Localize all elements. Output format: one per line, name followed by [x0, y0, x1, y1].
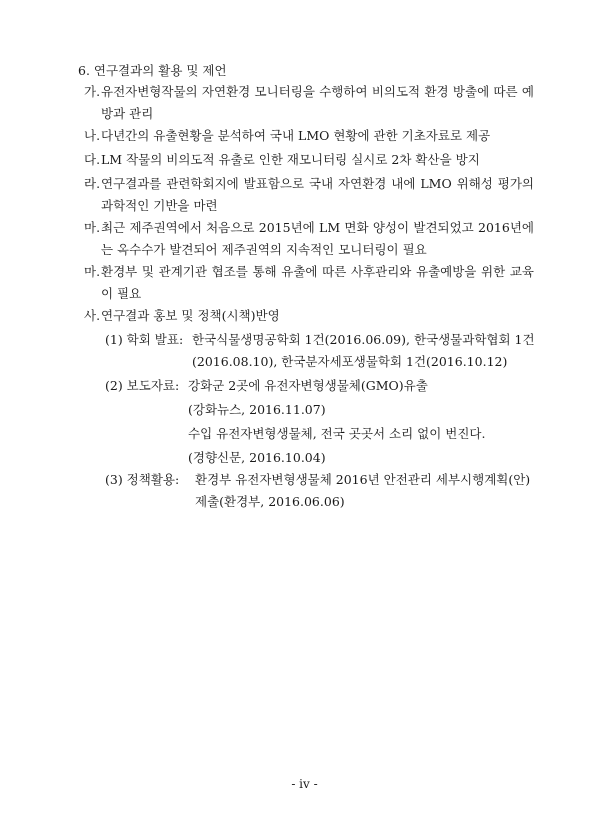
- list-item-label: 라.: [84, 176, 101, 191]
- policy-line: 제출(환경부, 2016.06.06): [195, 494, 345, 509]
- list-item-label: 나.: [84, 128, 101, 143]
- list-item: [84, 305, 534, 327]
- academic-line: 한국식물생명공학회 1건(2016.06.09), 한국생물과학협회 1건: [192, 332, 535, 347]
- list-item-text: 환경부 및 관계기관 협조를 통해 유출에 따른 사후관리와 유출예방을 위한 교육이 필요: [101, 264, 534, 301]
- press-label: (2) 보도자료:: [105, 378, 180, 393]
- press-line: 강화군 2곳에 유전자변형생물체(GMO)유출: [188, 378, 428, 393]
- list-item-label: 사.: [84, 308, 101, 323]
- list-item: [84, 173, 534, 217]
- policy-label: (3) 정책활용:: [105, 472, 180, 487]
- list-item: [84, 261, 534, 305]
- list-item-label: 마.: [84, 264, 101, 279]
- section-heading: 6. 연구결과의 활용 및 제언: [78, 63, 227, 78]
- press-line: 수입 유전자변형생물체, 전국 곳곳서 소리 없이 번진다.: [188, 426, 486, 441]
- list-item-text: 최근 제주권역에서 처음으로 2015년에 LM 면화 양성이 발견되었고 2016년에는 옥수수가 발견되어 제주권역의 지속적인 모니터링이 필요: [101, 220, 534, 257]
- list-item-label: 마.: [84, 220, 101, 235]
- list-item-text: 연구결과 홍보 및 정책(시책)반영: [101, 308, 280, 323]
- academic-line: (2016.08.10), 한국분자세포생물학회 1건(2016.10.12): [192, 354, 508, 369]
- press-line: (강화뉴스, 2016.11.07): [188, 402, 326, 417]
- list-item-text: 연구결과를 관련학회지에 발표함으로 국내 자연환경 내에 LMO 위해성 평가의 과학적인 기반을 마련: [101, 176, 534, 213]
- list-item: [84, 217, 534, 261]
- press-line: (경향신문, 2016.10.04): [188, 450, 326, 465]
- list-item-text: 유전자변형작물의 자연환경 모니터링을 수행하여 비의도적 환경 방출에 따른 예방과 관리: [101, 84, 534, 121]
- list-item-text: LM 작물의 비의도적 유출로 인한 재모니터링 실시로 2차 확산을 방지: [101, 152, 480, 167]
- page-number: - iv -: [291, 777, 318, 791]
- list-item-text: 다년간의 유출현황을 분석하여 국내 LMO 현황에 관한 기초자료로 제공: [101, 128, 491, 143]
- policy-line: 환경부 유전자변형생물체 2016년 안전관리 세부시행계획(안): [195, 472, 531, 487]
- list-item-label: 다.: [84, 152, 101, 167]
- academic-label: (1) 학회 발표:: [105, 332, 184, 347]
- list-item-label: 가.: [84, 84, 101, 99]
- list-item: [84, 125, 534, 147]
- list-item: [84, 81, 534, 125]
- list-item: [84, 149, 534, 171]
